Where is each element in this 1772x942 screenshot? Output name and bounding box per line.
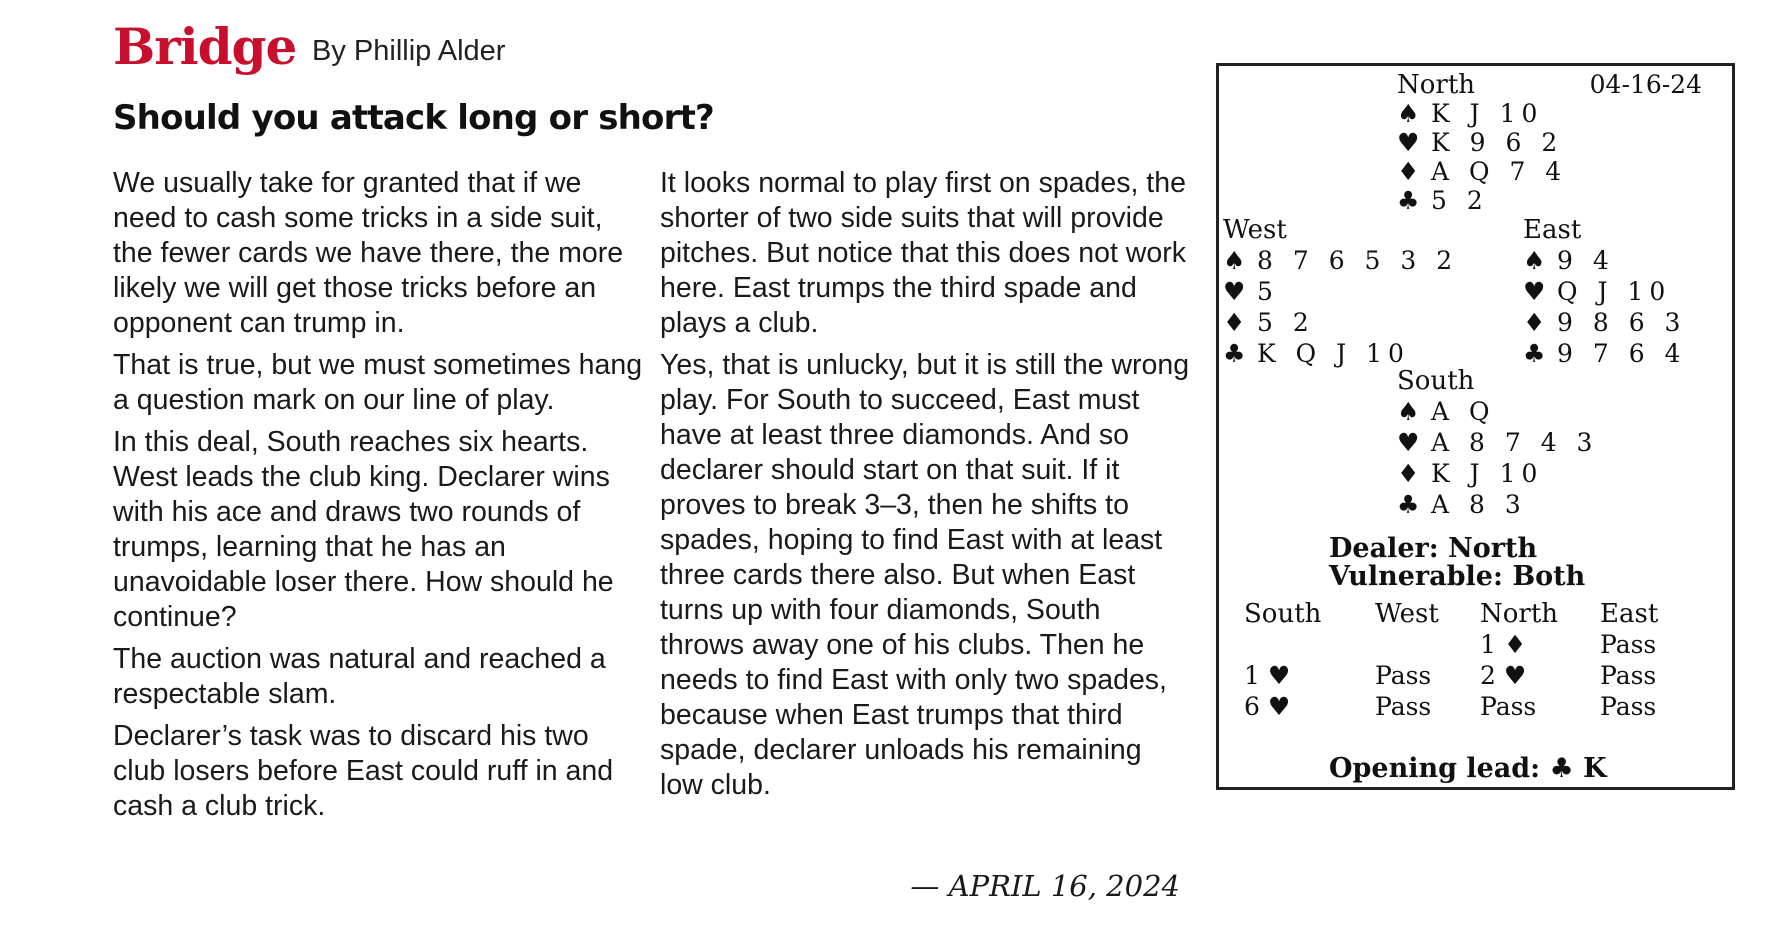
east-diamonds: ♦ 9 8 6 3 [1523, 308, 1687, 337]
paragraph: Yes, that is unlucky, but it is still the wrong play. For South to succeed, East must have at least three diamonds. And so declarer should start on that suit. If it proves to break 3–3, then he shifts to spades, hoping to find East with at least three cards there also. But when East turns up with four diamonds, South throws away one of his clubs. Then he needs to find East with only two spades, because when East trumps that third spade, declarer unloads his remaining low club. [660, 349, 1190, 801]
auction-bid: Pass [1600, 692, 1657, 721]
diamond-icon: ♦ [1223, 308, 1246, 337]
spade-icon: ♠ [1223, 246, 1246, 275]
heart-icon: ♥ [1397, 428, 1420, 457]
club-icon: ♣ [1223, 339, 1246, 368]
dealer: Dealer: North [1329, 533, 1538, 564]
auction-bid: Pass [1375, 661, 1432, 690]
club-icon: ♣ [1397, 186, 1420, 215]
club-icon: ♣ [1397, 490, 1420, 519]
body-column-2 [660, 166, 1190, 810]
paragraph: In this deal, South reaches six hearts. West leads the club king. Declarer wins with his ace and draws two rounds of trumps, learning that he has an unavoidable loser there. How should he continue? [113, 426, 614, 633]
auction-bid: Pass [1600, 661, 1657, 690]
auction-bid: Pass [1480, 692, 1537, 721]
auction-bid: 6 ♥ [1244, 692, 1291, 721]
deal-diagram [1216, 63, 1735, 790]
headline: Should you attack long or short? [113, 98, 714, 138]
west-clubs: ♣ K Q J 10 [1223, 339, 1410, 368]
spade-icon: ♠ [1397, 99, 1420, 128]
south-spades: ♠ A Q [1397, 397, 1496, 426]
east-spades: ♠ 9 4 [1523, 246, 1615, 275]
paragraph: Declarer’s task was to discard his two club losers before East could ruff in and cash a club trick. [113, 720, 614, 822]
paragraph: That is true, but we must sometimes hang a question mark on our line of play. [113, 349, 643, 416]
north-spades: ♠ K J 10 [1397, 99, 1544, 128]
east-hearts: ♥ Q J 10 [1523, 277, 1672, 306]
auction-header: North [1480, 599, 1559, 629]
paragraph: The auction was natural and reached a respectable slam. [113, 643, 606, 710]
auction-header: West [1375, 599, 1439, 629]
auction-bid: 2 ♥ [1480, 661, 1527, 690]
club-icon: ♣ [1523, 339, 1546, 368]
heart-icon: ♥ [1523, 277, 1546, 306]
paragraph: It looks normal to play first on spades, the shorter of two side suits that will provide pitches. But notice that this does not work here. East trumps the third spade and plays a club. [660, 167, 1186, 339]
west-label: West [1223, 215, 1287, 245]
west-diamonds: ♦ 5 2 [1223, 308, 1315, 337]
east-clubs: ♣ 9 7 6 4 [1523, 339, 1687, 368]
vulnerability: Vulnerable: Both [1329, 561, 1586, 592]
south-diamonds: ♦ K J 10 [1397, 459, 1544, 488]
auction-bid: 1 ♦ [1480, 630, 1527, 659]
auction-bid: 1 ♥ [1244, 661, 1291, 690]
south-hearts: ♥ A 8 7 4 3 [1397, 428, 1599, 457]
west-hearts: ♥ 5 [1223, 277, 1279, 306]
north-label: North [1397, 70, 1476, 100]
spade-icon: ♠ [1397, 397, 1420, 426]
body-column-1 [113, 166, 643, 831]
auction-bid: Pass [1375, 692, 1432, 721]
paragraph: We usually take for granted that if we need to cash some tricks in a side suit, the fewer cards we have there, the more likely we will get those tricks before an opponent can trump in. [113, 167, 624, 339]
spade-icon: ♠ [1523, 246, 1546, 275]
column-title: Bridge [113, 17, 297, 76]
diamond-icon: ♦ [1397, 459, 1420, 488]
south-label: South [1397, 366, 1475, 396]
diamond-icon: ♦ [1523, 308, 1546, 337]
north-hearts: ♥ K 9 6 2 [1397, 128, 1564, 157]
west-spades: ♠ 8 7 6 5 3 2 [1223, 246, 1459, 275]
north-clubs: ♣ 5 2 [1397, 186, 1489, 215]
auction-header: East [1600, 599, 1659, 629]
diagram-date: 04-16-24 [1589, 70, 1702, 99]
auction-header: South [1244, 599, 1322, 629]
heart-icon: ♥ [1223, 277, 1246, 306]
north-diamonds: ♦ A Q 7 4 [1397, 157, 1568, 186]
dateline: — APRIL 16, 2024 [910, 869, 1180, 903]
auction-bid: Pass [1600, 630, 1657, 659]
south-clubs: ♣ A 8 3 [1397, 490, 1527, 519]
heart-icon: ♥ [1397, 128, 1420, 157]
opening-lead: Opening lead: ♣ K [1329, 753, 1607, 784]
byline: By Phillip Alder [312, 35, 506, 67]
diamond-icon: ♦ [1397, 157, 1420, 186]
east-label: East [1523, 215, 1582, 245]
